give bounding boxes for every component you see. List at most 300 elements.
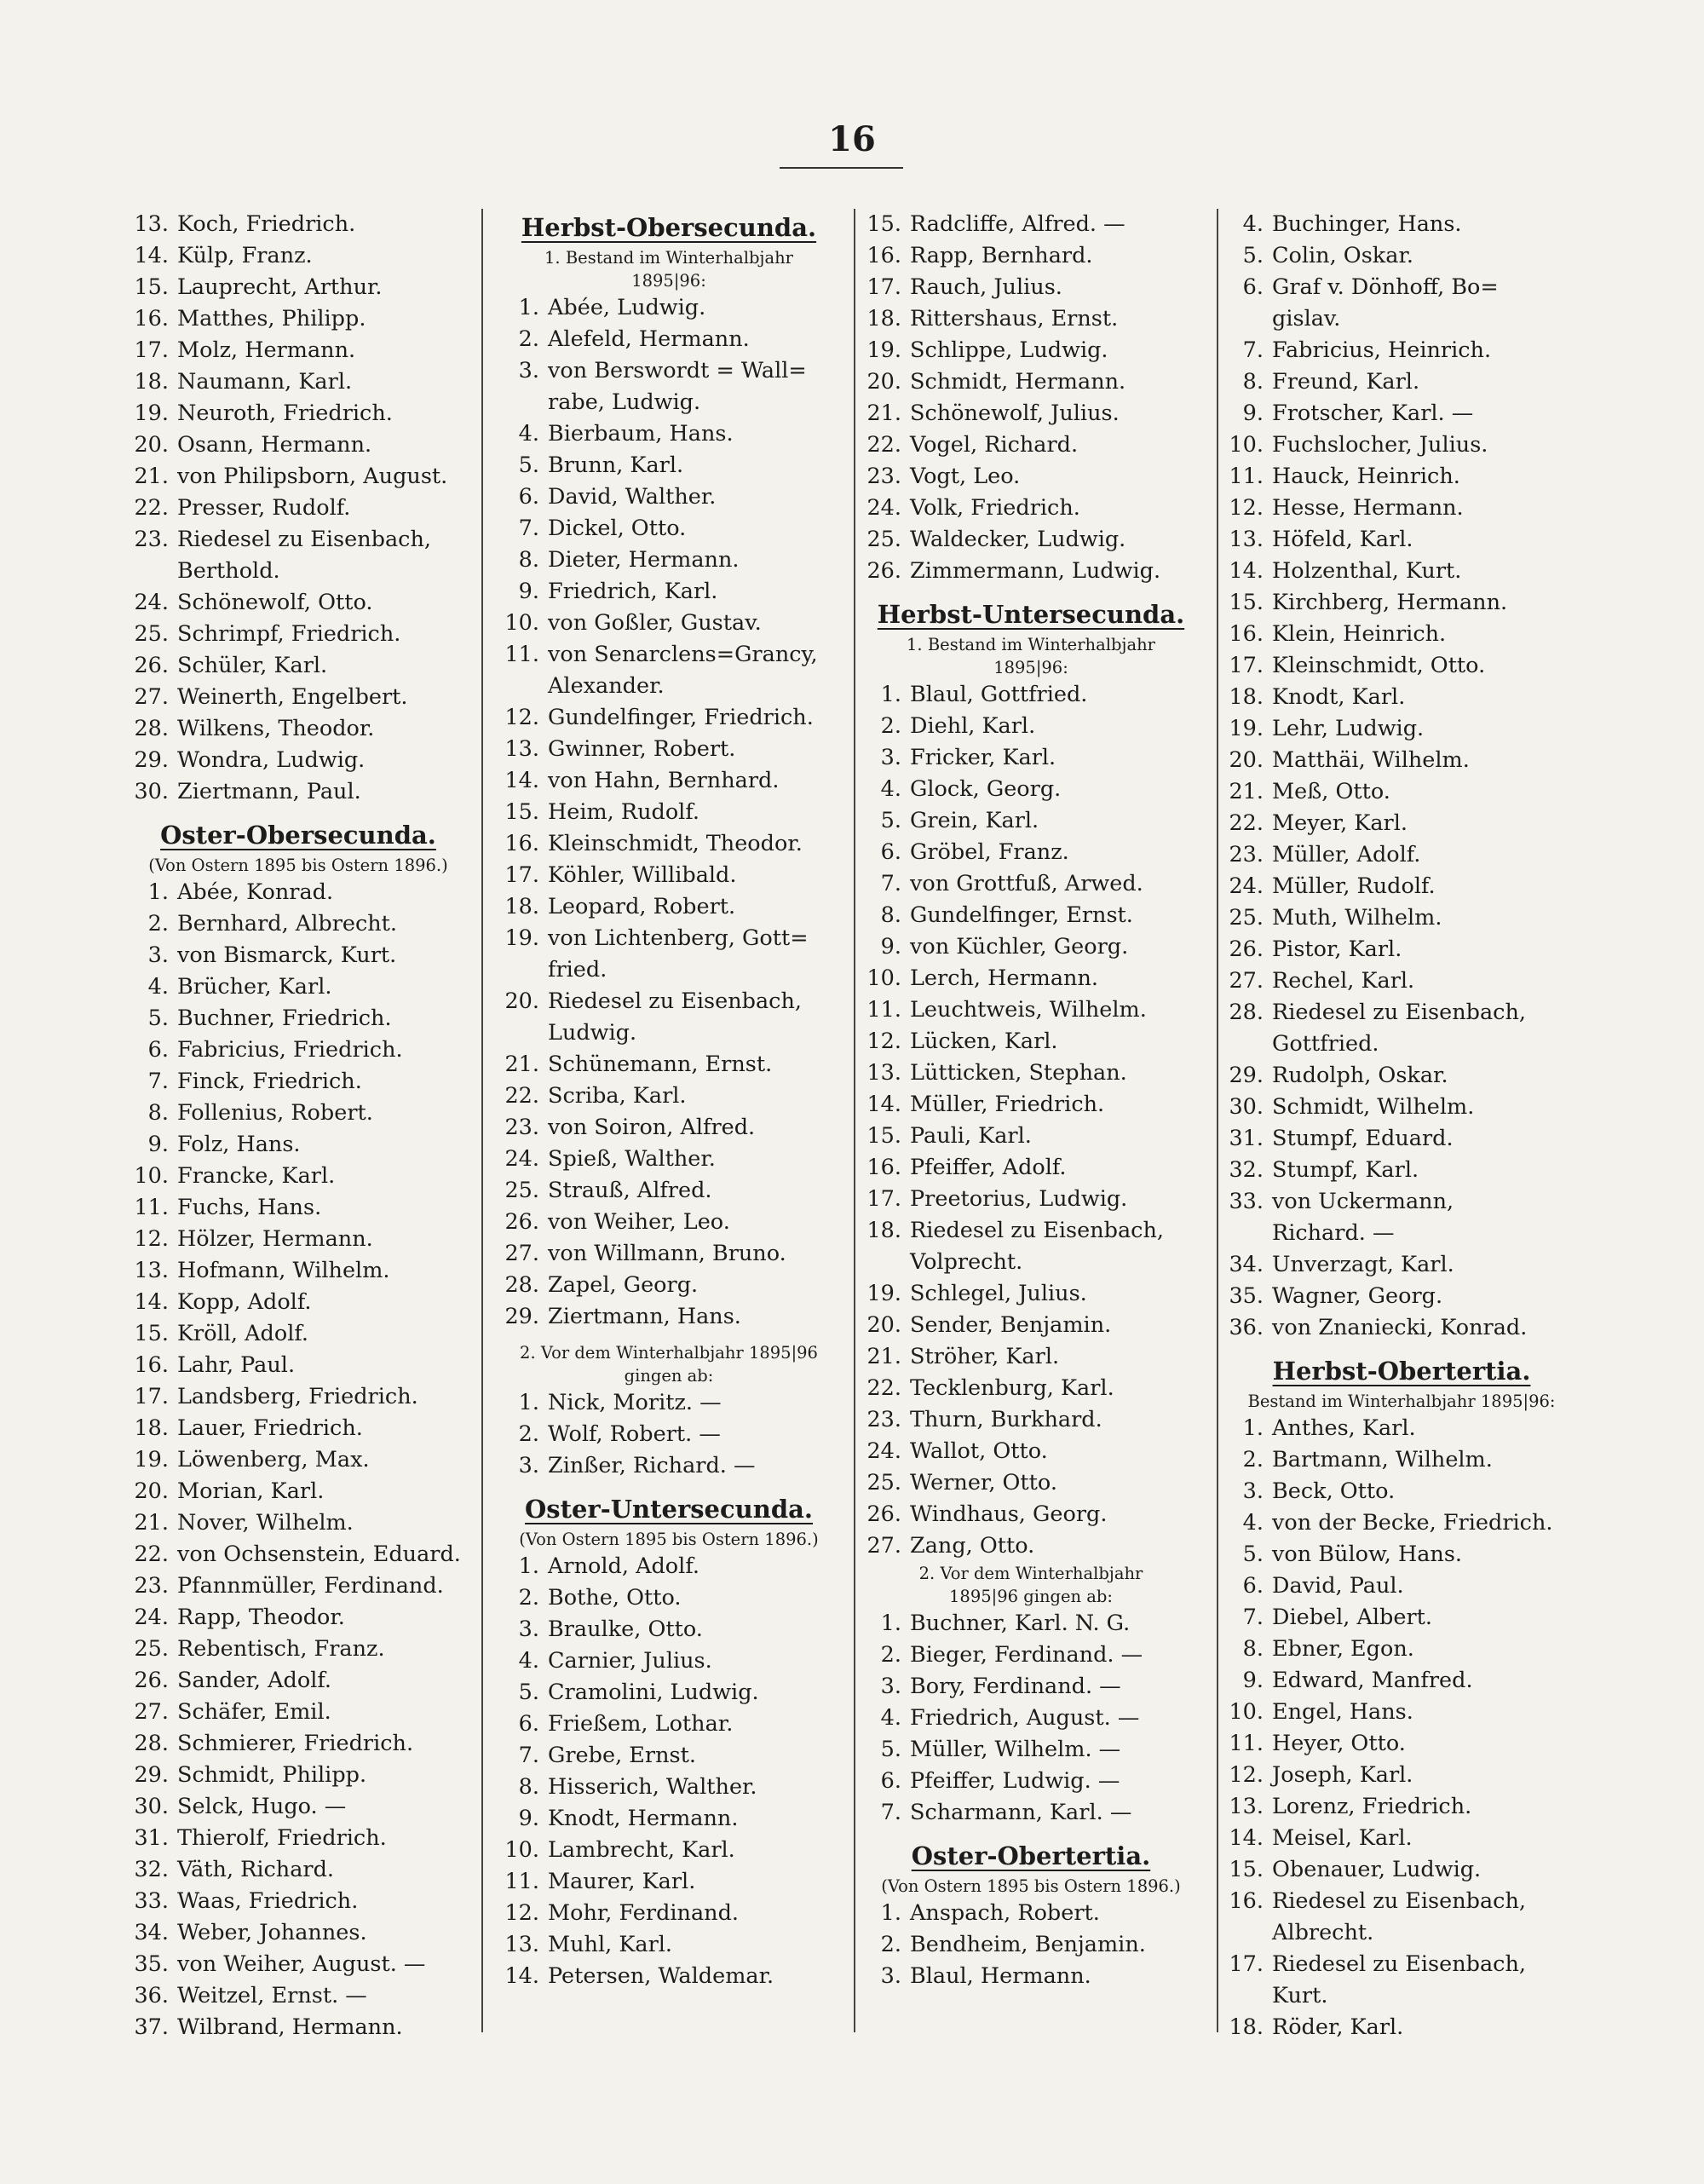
list-item — [490, 1866, 848, 1898]
list-item-number: 14. — [504, 768, 539, 793]
student-name: Väth, Richard. — [177, 1857, 335, 1882]
list-item — [1214, 587, 1589, 619]
student-name: Volk, Friedrich. — [910, 495, 1080, 521]
list-item-number: 3. — [518, 1453, 539, 1478]
student-name: Schönewolf, Julius. — [910, 400, 1120, 426]
student-name: Neuroth, Friedrich. — [177, 400, 393, 426]
list-item — [852, 366, 1210, 398]
list-item-number: 30. — [134, 779, 169, 804]
student-name: Holzenthal, Kurt. — [1272, 558, 1462, 584]
list-item — [852, 1671, 1210, 1703]
list-item — [1214, 1507, 1589, 1539]
list-item-number: 26. — [134, 1668, 169, 1693]
student-name: Schlegel, Julius. — [910, 1281, 1087, 1306]
list-item — [1214, 1791, 1589, 1823]
list-item-number: 22. — [866, 432, 901, 458]
list-item — [490, 1419, 848, 1450]
list-item-number: 8. — [1242, 1636, 1264, 1662]
list-item-number: 15. — [1229, 590, 1264, 615]
student-name: Diebel, Albert. — [1272, 1605, 1433, 1630]
list-item-number: 14. — [1229, 1825, 1264, 1851]
list-item — [119, 1823, 477, 1854]
list-item-number: 29. — [1229, 1063, 1264, 1088]
list-item — [490, 324, 848, 355]
student-name: Pfannmüller, Ferdinand. — [177, 1573, 444, 1599]
list-item — [490, 481, 848, 513]
list-item-number: 24. — [134, 1605, 169, 1630]
list-item — [119, 877, 477, 908]
student-name: Ziertmann, Paul. — [177, 779, 361, 804]
student-name: Gwinner, Robert. — [548, 736, 736, 762]
list-item — [852, 335, 1210, 366]
student-name: Röder, Karl. — [1272, 2014, 1404, 2040]
list-item — [852, 1797, 1210, 1829]
class-subheading: (Von Ostern 1895 bis Ostern 1896.) — [519, 1530, 819, 1549]
list-item — [852, 209, 1210, 240]
list-item — [119, 461, 477, 493]
list-item — [1214, 682, 1589, 713]
student-name: Müller, Adolf. — [1272, 842, 1421, 867]
student-name: Hisserich, Walther. — [548, 1774, 757, 1800]
student-name: Engel, Hans. — [1272, 1699, 1413, 1725]
list-item-number: 1. — [147, 879, 169, 905]
student-name: Pfeiffer, Ludwig. — — [910, 1768, 1120, 1794]
list-item — [119, 1318, 477, 1350]
list-item-number: 1. — [880, 1611, 901, 1636]
list-item — [1214, 1949, 1589, 1980]
list-item-number: 23. — [134, 527, 169, 552]
student-name: Buchner, Karl. N. G. — [910, 1611, 1131, 1636]
list-item-number: 9. — [880, 934, 901, 959]
list-item-number: 8. — [147, 1100, 169, 1126]
column-1 — [119, 209, 477, 2054]
list-item — [119, 303, 477, 335]
list-item-number: 12. — [1229, 495, 1264, 521]
list-item-number: 13. — [504, 736, 539, 762]
student-name: Külp, Franz. — [177, 243, 313, 268]
list-item — [1214, 776, 1589, 808]
list-item-number: 33. — [134, 1888, 169, 1914]
list-item-number: 11. — [504, 1869, 539, 1894]
list-item-number: 25. — [504, 1178, 539, 1203]
list-item-number: 8. — [1242, 369, 1264, 395]
student-name: Graf v. Dönhoff, Bo= — [1272, 274, 1499, 300]
list-item-number: 16. — [1229, 1888, 1264, 1914]
student-name: Tecklenburg, Karl. — [910, 1375, 1114, 1401]
list-item-number: 3. — [147, 942, 169, 968]
list-item-number: 35. — [1229, 1283, 1264, 1309]
list-item — [852, 524, 1210, 556]
list-item-continuation — [852, 1247, 1210, 1278]
list-item — [1214, 1697, 1589, 1728]
student-name: Zang, Otto. — [910, 1533, 1035, 1559]
student-name: Lauer, Friedrich. — [177, 1415, 363, 1441]
list-item — [852, 805, 1210, 837]
list-item — [852, 493, 1210, 524]
list-item-number: 4. — [1242, 211, 1264, 237]
list-item — [119, 1350, 477, 1381]
student-name: Hesse, Hermann. — [1272, 495, 1464, 521]
student-name: Bartmann, Wilhelm. — [1272, 1447, 1493, 1472]
list-item-number: 9. — [518, 579, 539, 604]
list-item — [119, 1192, 477, 1224]
list-item — [490, 734, 848, 765]
list-item-number: 16. — [134, 1352, 169, 1378]
list-item-number: 10. — [134, 1163, 169, 1189]
list-item-number: 24. — [1229, 873, 1264, 899]
student-name: Schäfer, Emil. — [177, 1699, 331, 1725]
list-item-number: 12. — [504, 705, 539, 730]
list-item-continuation — [1214, 1917, 1589, 1949]
student-name: Riedesel zu Eisenbach, — [177, 527, 431, 552]
student-name: Landsberg, Friedrich. — [177, 1384, 418, 1409]
student-name: Kröll, Adolf. — [177, 1321, 308, 1346]
list-item — [852, 461, 1210, 493]
class-subheading: 1895|96: — [993, 658, 1068, 677]
student-name: Wilbrand, Hermann. — [177, 2014, 403, 2040]
list-item — [852, 1215, 1210, 1247]
list-item-number: 24. — [866, 495, 901, 521]
list-item-number: 22. — [504, 1083, 539, 1109]
list-item — [1214, 1665, 1589, 1697]
list-item — [490, 1835, 848, 1866]
list-item — [119, 1098, 477, 1129]
student-name: Fricker, Karl. — [910, 745, 1056, 770]
list-item — [119, 1917, 477, 1949]
list-item-number: 18. — [1229, 684, 1264, 710]
student-name: von der Becke, Friedrich. — [1272, 1510, 1553, 1536]
student-name: Rechel, Karl. — [1272, 968, 1415, 994]
list-item — [852, 1026, 1210, 1057]
list-item-number: 8. — [880, 902, 901, 928]
student-name: Schmidt, Hermann. — [910, 369, 1126, 395]
list-item — [852, 711, 1210, 742]
student-name: Follenius, Robert. — [177, 1100, 373, 1126]
column-2 — [490, 209, 848, 2054]
list-item-number: 27. — [1229, 968, 1264, 994]
list-item — [490, 576, 848, 608]
student-name: Albrecht. — [1272, 1920, 1374, 1945]
student-name: Hauck, Heinrich. — [1272, 464, 1460, 489]
list-item — [119, 587, 477, 619]
list-item-number: 3. — [880, 1963, 901, 1989]
list-item-number: 19. — [866, 337, 901, 363]
list-item-number: 27. — [504, 1241, 539, 1266]
list-item — [852, 1467, 1210, 1499]
list-item-number: 3. — [880, 1674, 901, 1699]
list-item-number: 4. — [880, 1705, 901, 1731]
student-name: Höfeld, Karl. — [1272, 527, 1413, 552]
student-name: Thierolf, Friedrich. — [177, 1825, 387, 1851]
student-name: Schünemann, Ernst. — [548, 1052, 773, 1077]
list-item-number: 23. — [1229, 842, 1264, 867]
list-item — [1214, 1060, 1589, 1092]
list-item — [490, 860, 848, 891]
list-item-number: 1. — [1242, 1415, 1264, 1441]
list-item — [1214, 1760, 1589, 1791]
student-name: Ludwig. — [548, 1020, 637, 1046]
list-item-number: 2. — [518, 1421, 539, 1447]
student-name: Anspach, Robert. — [910, 1900, 1100, 1926]
student-name: Knodt, Hermann. — [548, 1806, 739, 1831]
list-item — [119, 1602, 477, 1634]
list-item — [852, 1278, 1210, 1310]
list-item-number: 15. — [866, 211, 901, 237]
student-name: fried. — [548, 957, 607, 983]
list-item — [852, 1121, 1210, 1152]
list-item-continuation — [1214, 1218, 1589, 1249]
student-name: Wolf, Robert. — — [548, 1421, 721, 1447]
list-item — [852, 931, 1210, 963]
list-item-number: 1. — [880, 682, 901, 707]
list-item — [490, 765, 848, 797]
list-item-number: 5. — [1242, 1541, 1264, 1567]
list-item — [490, 1772, 848, 1803]
list-item — [490, 1645, 848, 1677]
list-item-number: 18. — [504, 894, 539, 919]
student-name: Hölzer, Hermann. — [177, 1226, 373, 1252]
student-name: Stumpf, Karl. — [1272, 1157, 1419, 1183]
list-item-number: 12. — [1229, 1762, 1264, 1788]
list-item-number: 2. — [518, 326, 539, 352]
list-item-number: 1. — [880, 1900, 901, 1926]
spacer — [852, 587, 1210, 596]
list-item-number: 5. — [1242, 243, 1264, 268]
list-item-number: 12. — [504, 1900, 539, 1926]
student-name: Leopard, Robert. — [548, 894, 736, 919]
list-item-number: 6. — [147, 1037, 169, 1063]
student-name: Gröbel, Franz. — [910, 839, 1069, 865]
list-item-number: 4. — [518, 1648, 539, 1674]
student-name: Brücher, Karl. — [177, 974, 332, 1000]
list-item — [490, 1929, 848, 1961]
list-item-number: 3. — [880, 745, 901, 770]
list-item-number: 6. — [880, 1768, 901, 1794]
student-name: Buchinger, Hans. — [1272, 211, 1462, 237]
list-item-number: 5. — [880, 808, 901, 833]
student-name: Sander, Adolf. — [177, 1668, 331, 1693]
student-name: Frotscher, Karl. — — [1272, 400, 1474, 426]
student-name: Vogt, Leo. — [910, 464, 1021, 489]
list-item — [852, 1310, 1210, 1341]
list-item-number: 21. — [504, 1052, 539, 1077]
list-item-number: 1. — [518, 295, 539, 320]
student-name: Alexander. — [548, 673, 665, 699]
list-item — [852, 1089, 1210, 1121]
list-item — [1214, 1602, 1589, 1634]
student-name: Strauß, Alfred. — [548, 1178, 712, 1203]
list-item — [490, 1387, 848, 1419]
list-item — [119, 1886, 477, 1917]
list-item-number: 36. — [134, 1983, 169, 2008]
list-item — [1214, 556, 1589, 587]
student-name: Löwenberg, Max. — [177, 1447, 370, 1472]
list-item — [852, 774, 1210, 805]
list-item — [852, 1057, 1210, 1089]
list-item-number: 32. — [134, 1857, 169, 1882]
list-item-number: 17. — [134, 337, 169, 363]
list-item-number: 24. — [866, 1438, 901, 1464]
list-item — [852, 1734, 1210, 1766]
student-name: Bory, Ferdinand. — — [910, 1674, 1121, 1699]
list-item-number: 16. — [504, 831, 539, 856]
list-item — [1214, 335, 1589, 366]
list-item — [119, 1034, 477, 1066]
list-item — [490, 418, 848, 450]
list-item — [1214, 839, 1589, 871]
student-name: Bendheim, Benjamin. — [910, 1932, 1146, 1957]
list-item — [490, 986, 848, 1017]
list-item — [490, 450, 848, 481]
student-name: Pauli, Karl. — [910, 1123, 1032, 1149]
list-item — [1214, 1823, 1589, 1854]
student-name: Friedrich, Karl. — [548, 579, 718, 604]
student-name: Edward, Manfred. — [1272, 1668, 1473, 1693]
student-name: Sender, Benjamin. — [910, 1312, 1112, 1338]
student-name: Selck, Hugo. — — [177, 1794, 347, 1819]
student-name: Presser, Rudolf. — [177, 495, 351, 521]
list-item — [119, 908, 477, 940]
list-item-number: 5. — [880, 1737, 901, 1762]
list-item-number: 22. — [1229, 810, 1264, 836]
student-name: von Soiron, Alfred. — [548, 1115, 756, 1140]
student-name: Abée, Konrad. — [177, 879, 334, 905]
class-heading: Oster-Obersecunda. — [160, 821, 436, 850]
student-name: Bierbaum, Hans. — [548, 421, 734, 447]
student-name: Riedesel zu Eisenbach, — [548, 988, 802, 1014]
list-item — [852, 429, 1210, 461]
class-subheading: 2. Vor dem Winterhalbjahr — [918, 1564, 1143, 1583]
student-name: Schüler, Karl. — [177, 653, 328, 678]
student-name: Ziertmann, Hans. — [548, 1304, 741, 1329]
list-item — [1214, 1155, 1589, 1186]
list-item — [852, 994, 1210, 1026]
list-item — [119, 1476, 477, 1507]
list-item — [1214, 1312, 1589, 1344]
list-item-number: 25. — [134, 1636, 169, 1662]
list-item — [852, 1341, 1210, 1373]
list-item — [1214, 713, 1589, 745]
list-item-number: 12. — [866, 1029, 901, 1054]
list-item-number: 10. — [1229, 1699, 1264, 1725]
student-name: Colin, Oskar. — [1272, 243, 1413, 268]
student-name: Rauch, Julius. — [910, 274, 1062, 300]
list-item-number: 29. — [504, 1304, 539, 1329]
list-item-number: 6. — [518, 1711, 539, 1737]
student-name: Morian, Karl. — [177, 1478, 325, 1504]
list-item-number: 3. — [518, 358, 539, 383]
list-item-number: 19. — [134, 1447, 169, 1472]
list-item-number: 36. — [1229, 1315, 1264, 1340]
list-item — [852, 1961, 1210, 1992]
list-item — [119, 209, 477, 240]
list-item-number: 28. — [134, 716, 169, 741]
student-name: Matthes, Philipp. — [177, 306, 366, 331]
list-item-number: 4. — [147, 974, 169, 1000]
list-item — [852, 837, 1210, 868]
student-name: Finck, Friedrich. — [177, 1069, 362, 1094]
list-item — [852, 868, 1210, 900]
student-name: Dieter, Hermann. — [548, 547, 740, 573]
student-name: von Philipsborn, August. — [177, 464, 448, 489]
student-name: Wilkens, Theodor. — [177, 716, 375, 741]
list-item-number: 10. — [504, 610, 539, 636]
list-item-number: 27. — [134, 1699, 169, 1725]
list-item-number: 20. — [866, 369, 901, 395]
student-name: Lahr, Paul. — [177, 1352, 296, 1378]
list-item-number: 11. — [1229, 1731, 1264, 1756]
student-name: Radcliffe, Alfred. — — [910, 211, 1125, 237]
student-name: Scharmann, Karl. — — [910, 1800, 1132, 1825]
student-name: Blaul, Hermann. — [910, 1963, 1091, 1989]
page-number: 16 — [828, 119, 876, 159]
student-name: Cramolini, Ludwig. — [548, 1680, 759, 1705]
student-name: von Küchler, Georg. — [910, 934, 1129, 959]
list-item — [1214, 240, 1589, 272]
list-item-number: 1. — [518, 1553, 539, 1579]
list-item-number: 6. — [1242, 274, 1264, 300]
student-name: von Weiher, Leo. — [548, 1209, 730, 1235]
list-item-number: 6. — [880, 839, 901, 865]
list-item — [852, 900, 1210, 931]
list-item-number: 11. — [1229, 464, 1264, 489]
list-item — [1214, 902, 1589, 934]
spacer — [1214, 1344, 1589, 1352]
student-name: Obenauer, Ludwig. — [1272, 1857, 1482, 1882]
student-name: von Willmann, Bruno. — [548, 1241, 786, 1266]
list-item — [1214, 272, 1589, 303]
student-name: Meß, Otto. — [1272, 779, 1390, 804]
list-item-number: 32. — [1229, 1157, 1264, 1183]
column-divider — [481, 209, 483, 2032]
list-item — [852, 963, 1210, 994]
list-item-continuation — [490, 387, 848, 418]
list-item — [119, 335, 477, 366]
student-name: Muhl, Karl. — [548, 1932, 673, 1957]
list-item — [119, 1444, 477, 1476]
list-item-number: 2. — [880, 713, 901, 739]
student-name: Gundelfinger, Ernst. — [910, 902, 1133, 928]
student-name: Riedesel zu Eisenbach, — [910, 1218, 1164, 1243]
student-name: Maurer, Karl. — [548, 1869, 696, 1894]
list-item-number: 28. — [504, 1272, 539, 1298]
list-item — [1214, 209, 1589, 240]
list-item-continuation — [490, 954, 848, 986]
student-name: Zapel, Georg. — [548, 1272, 699, 1298]
list-item-number: 14. — [134, 243, 169, 268]
list-item — [852, 1766, 1210, 1797]
list-item-number: 4. — [518, 421, 539, 447]
student-name: von Berswordt = Wall= — [548, 358, 807, 383]
list-item — [490, 1551, 848, 1582]
list-item-number: 10. — [504, 1837, 539, 1863]
list-item-number: 25. — [1229, 905, 1264, 931]
student-name: gislav. — [1272, 306, 1341, 331]
list-item-number: 26. — [1229, 936, 1264, 962]
list-item — [490, 1238, 848, 1270]
student-name: Zimmermann, Ludwig. — [910, 558, 1161, 584]
list-item-number: 17. — [504, 862, 539, 888]
student-name: Lauprecht, Arthur. — [177, 274, 383, 300]
list-item-number: 7. — [880, 871, 901, 896]
student-name: Kirchberg, Hermann. — [1272, 590, 1508, 615]
list-item-number: 33. — [1229, 1189, 1264, 1214]
list-item-number: 9. — [147, 1132, 169, 1157]
list-item — [490, 1112, 848, 1144]
student-name: Glock, Georg. — [910, 776, 1062, 802]
list-item-number: 34. — [1229, 1252, 1264, 1277]
list-item — [119, 1507, 477, 1539]
